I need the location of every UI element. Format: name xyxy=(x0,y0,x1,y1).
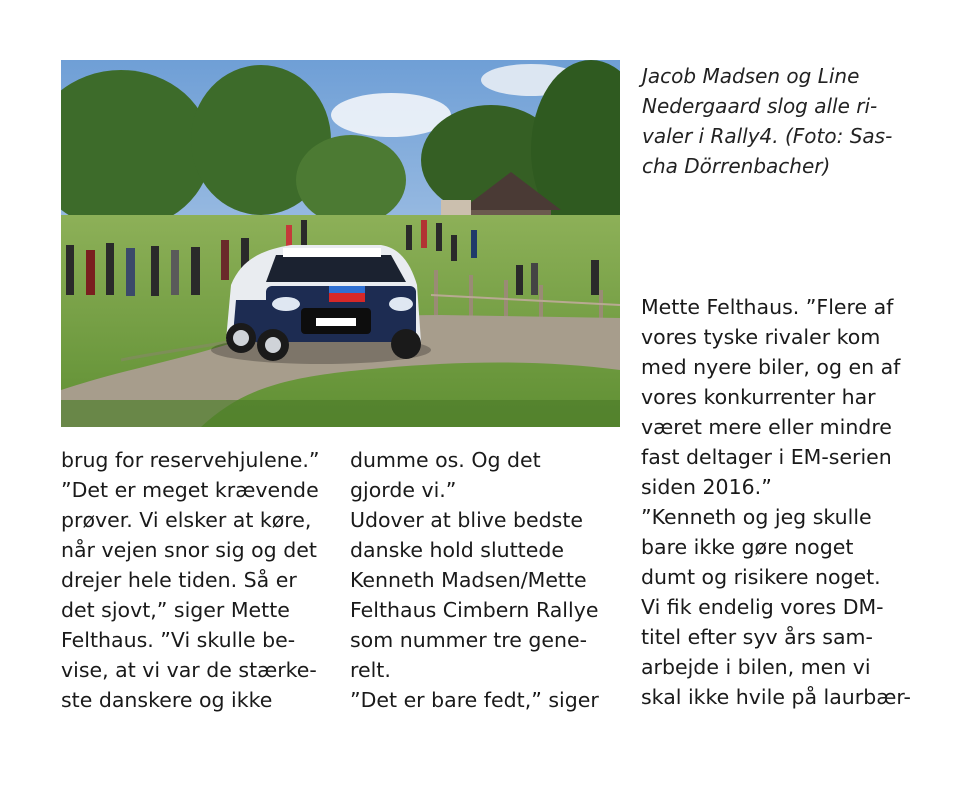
text-line: Vi fik endelig vores DM- xyxy=(641,595,884,619)
text-line: Kenneth Madsen/Mette xyxy=(350,568,587,592)
text-line: været mere eller mindre xyxy=(641,415,892,439)
caption-line: Jacob Madsen og Line xyxy=(642,64,860,88)
photo-caption xyxy=(642,61,942,181)
text-line: Mette Felthaus. ”Flere af xyxy=(641,295,894,319)
caption-line: Nedergaard slog alle ri- xyxy=(642,94,878,118)
text-line: ”Det er meget krævende xyxy=(61,478,319,502)
text-line: ste danskere og ikke xyxy=(61,688,273,712)
text-line: Felthaus. ”Vi skulle be- xyxy=(61,628,296,652)
text-line: ”Det er bare fedt,” siger xyxy=(350,688,599,712)
text-line: titel efter syv års sam- xyxy=(641,625,873,649)
text-line: med nyere biler, og en af xyxy=(641,355,901,379)
text-line: danske hold sluttede xyxy=(350,538,564,562)
caption-line: valer i Rally4. (Foto: Sas- xyxy=(642,124,893,148)
text-line: dumt og risikere noget. xyxy=(641,565,881,589)
article-column-1 xyxy=(61,445,336,715)
text-line: dumme os. Og det xyxy=(350,448,541,472)
text-line: brug for reservehjulene.” xyxy=(61,448,320,472)
text-line: vores tyske rivaler kom xyxy=(641,325,881,349)
text-line: gjorde vi.” xyxy=(350,478,457,502)
article-column-3 xyxy=(641,292,951,712)
caption-line: cha Dörrenbacher) xyxy=(642,154,831,178)
article-column-2 xyxy=(350,445,625,715)
text-line: vores konkurrenter har xyxy=(641,385,876,409)
text-line: Felthaus Cimbern Rallye xyxy=(350,598,599,622)
text-line: ”Kenneth og jeg skulle xyxy=(641,505,872,529)
text-line: bare ikke gøre noget xyxy=(641,535,854,559)
text-line: det sjovt,” siger Mette xyxy=(61,598,290,622)
text-line: prøver. Vi elsker at køre, xyxy=(61,508,312,532)
text-line: drejer hele tiden. Så er xyxy=(61,568,297,592)
text-line: vise, at vi var de stærke- xyxy=(61,658,317,682)
text-line: arbejde i bilen, men vi xyxy=(641,655,871,679)
text-line: fast deltager i EM-serien xyxy=(641,445,892,469)
rally-photo-illustration xyxy=(61,60,620,427)
text-line: siden 2016.” xyxy=(641,475,772,499)
text-line: Udover at blive bedste xyxy=(350,508,583,532)
text-line: som nummer tre gene- xyxy=(350,628,587,652)
text-line: når vejen snor sig og det xyxy=(61,538,317,562)
text-line: relt. xyxy=(350,658,391,682)
rally-car-photo xyxy=(61,60,620,427)
text-line: skal ikke hvile på laurbær- xyxy=(641,685,911,709)
